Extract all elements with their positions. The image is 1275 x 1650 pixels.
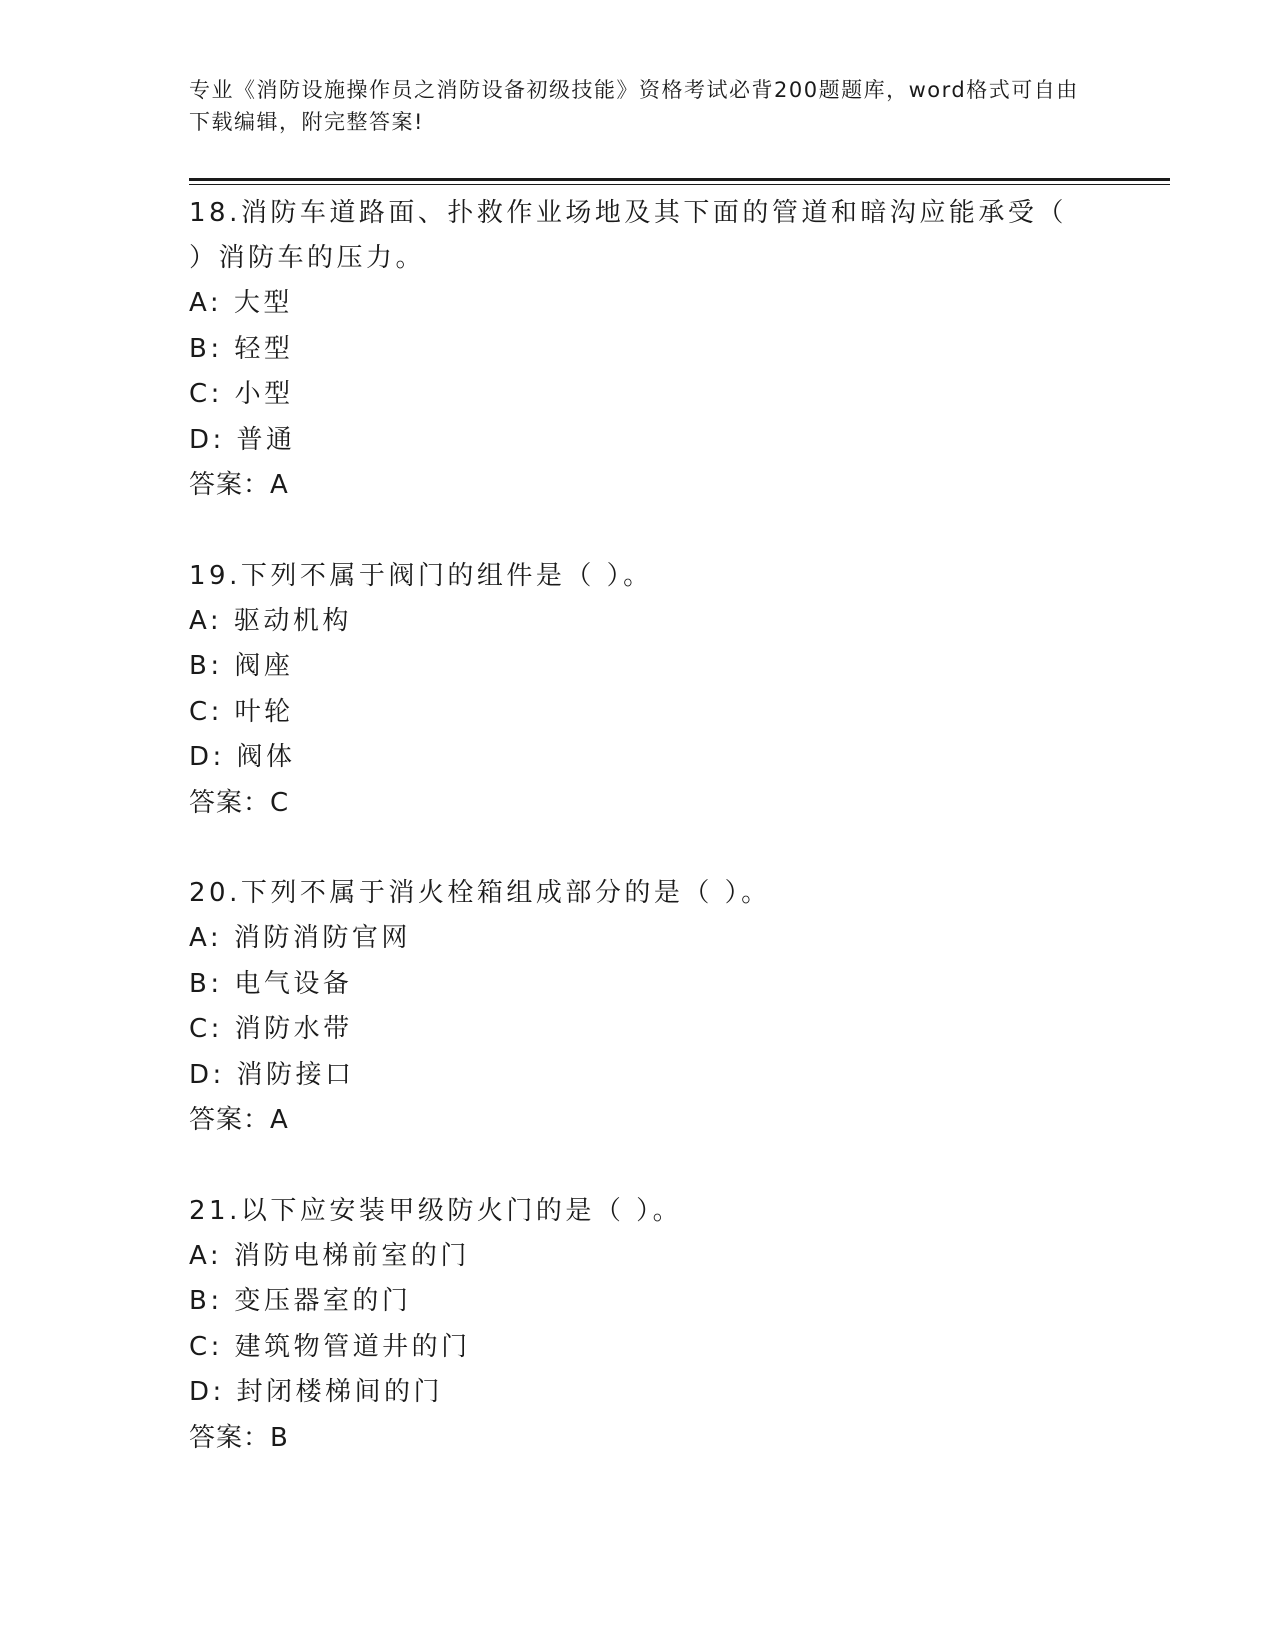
option-a: A: 驱动机构: [189, 605, 352, 636]
option-b: B: 变压器室的门: [189, 1286, 412, 1316]
option-b: B: 阀座: [189, 651, 294, 681]
option-c: C: 消防水带: [189, 1014, 353, 1044]
option-b: B: 电气设备: [189, 968, 353, 999]
header-divider-thick: [189, 178, 1170, 181]
question-stem: 21.以下应安装甲级防火门的是（ ）。: [189, 1195, 683, 1226]
question-21: [189, 1189, 1089, 1462]
question-18: [189, 191, 1089, 509]
option-d: D: 封闭楼梯间的门: [189, 1377, 444, 1407]
document-header: 专业《消防设施操作员之消防设备初级技能》资格考试必背200题题库，word格式可自由下载编辑，附完整答案!: [189, 78, 1079, 134]
question-stem: 19.下列不属于阀门的组件是（ ）。: [189, 560, 653, 591]
question-stem: 20.下列不属于消火栓箱组成部分的是（ ）。: [189, 878, 771, 908]
option-a: A: 消防电梯前室的门: [189, 1240, 470, 1271]
option-c: C: 小型: [189, 379, 294, 409]
option-a: A: 消防消防官网: [189, 923, 411, 953]
option-c: C: 叶轮: [189, 696, 294, 727]
question-20: [189, 871, 1089, 1144]
option-c: C: 建筑物管道井的门: [189, 1331, 471, 1362]
answer-line: 答案：A: [189, 470, 289, 500]
question-19: [189, 554, 1089, 827]
question-list: [189, 191, 1089, 1506]
question-stem: 18.消防车道路面、扑救作业场地及其下面的管道和暗沟应能承受（ ）消防车的压力。: [189, 198, 1067, 273]
option-d: D: 消防接口: [189, 1059, 355, 1090]
header-divider-thin: [189, 184, 1170, 185]
answer-line: 答案：B: [189, 1422, 289, 1453]
answer-line: 答案：A: [189, 1105, 289, 1135]
answer-line: 答案：C: [189, 787, 290, 818]
option-b: B: 轻型: [189, 333, 294, 364]
option-a: A: 大型: [189, 288, 293, 318]
option-d: D: 普通: [189, 424, 296, 455]
option-d: D: 阀体: [189, 742, 296, 772]
